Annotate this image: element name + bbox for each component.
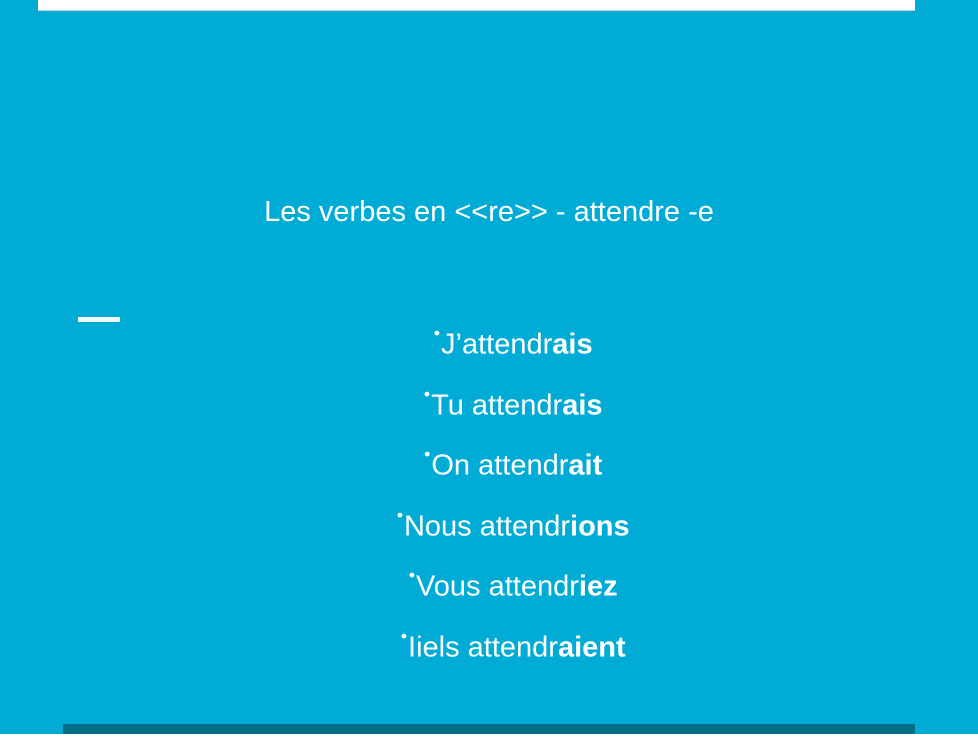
verb-ending: aient xyxy=(557,630,626,663)
verb-stem: On attendr xyxy=(431,449,569,482)
verb-ending: iez xyxy=(578,570,618,603)
verb-stem: Tu attendr xyxy=(431,388,563,421)
verb-ending: ions xyxy=(570,509,630,542)
bullet-line-je xyxy=(0,243,978,361)
bullet-icon: • xyxy=(424,444,432,464)
verb-ending: ais xyxy=(552,328,593,361)
bullet-icon: • xyxy=(423,383,432,404)
slide-title: Les verbes en <<re>> - attendre -e xyxy=(264,196,714,228)
verb-stem: J’attendr xyxy=(441,328,553,361)
verb-stem: Iiels attendr xyxy=(408,630,558,663)
slide-content xyxy=(0,182,978,663)
next-slide-edge xyxy=(63,724,915,734)
bullet-icon: • xyxy=(396,504,404,525)
verb-stem: Nous attendr xyxy=(403,509,571,542)
previous-slide-edge xyxy=(38,0,915,11)
verb-ending: ait xyxy=(568,449,603,482)
bullet-icon: • xyxy=(408,565,417,585)
bullet-icon: • xyxy=(400,625,409,646)
verb-ending: ais xyxy=(562,388,603,421)
verb-stem: Vous attendr xyxy=(416,570,579,603)
bullet-icon: • xyxy=(433,323,442,343)
